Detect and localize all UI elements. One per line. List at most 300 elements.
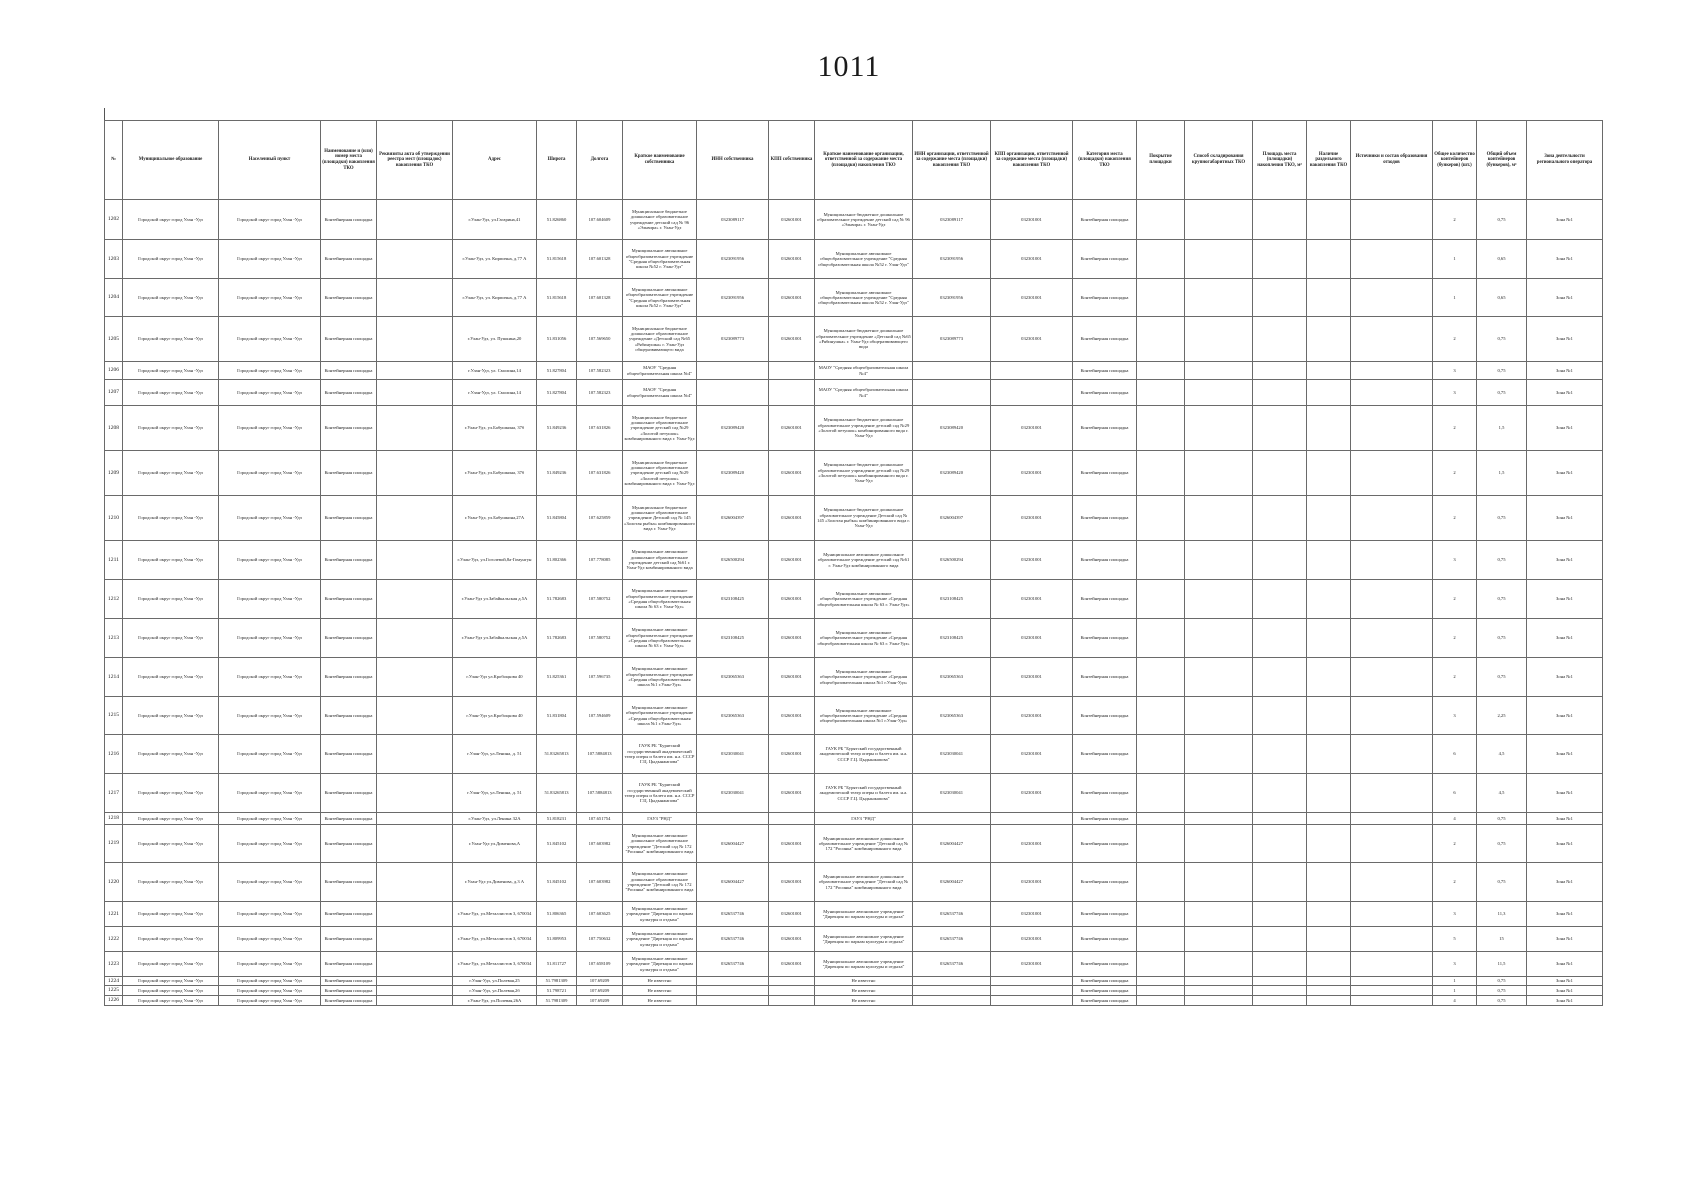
cell-inn: 0326537746 — [697, 927, 769, 952]
cell-empty — [1137, 863, 1185, 902]
cell-cat: Контейнерная площадка — [1073, 774, 1137, 813]
cell-empty — [1351, 774, 1433, 813]
column-header: Общий объем контейнеров (бункеров), м³ — [1477, 121, 1527, 200]
cell-kpp — [769, 380, 815, 406]
cell-empty — [377, 735, 453, 774]
cell-org-kpp: 032301001 — [991, 927, 1073, 952]
table-body — [105, 200, 1603, 1006]
cell-cat: Контейнерная площадка — [1073, 200, 1137, 240]
cell-empty — [1307, 977, 1351, 986]
cell-empty — [1307, 825, 1351, 863]
cell-name: Контейнерная площадка — [321, 362, 377, 380]
cell-lat: 51.849236 — [537, 406, 577, 451]
cell-empty — [1137, 697, 1185, 735]
cell-mun: Городской округ город Улан -Удэ — [123, 996, 219, 1006]
cell-inn: 0323089117 — [697, 200, 769, 240]
cell-org: Муниципальное автономное общеобразовательное учреждение «Средняя общеобразовательная школа № 63 г. Улан-Удэ» — [815, 619, 913, 658]
cell-lat: 51.831804 — [537, 697, 577, 735]
cell-org-inn: 0323108425 — [913, 619, 991, 658]
column-header: Наличие раздельного накопления ТКО — [1307, 121, 1351, 200]
column-header: ИНН собственника — [697, 121, 769, 200]
cell-owner: Муниципальное автономное дошкольное образовательное учреждение "Детский сад № 172 "Росинка" комбинированного вида — [623, 863, 697, 902]
cell-empty — [1185, 813, 1253, 825]
cell-addr: г.Улан-Удэ ул.Забайкальская д.5А — [453, 580, 537, 619]
cell-name: Контейнерная площадка — [321, 863, 377, 902]
cell-loc: Городской округ город Улан -Удэ — [219, 825, 321, 863]
cell-empty — [1307, 406, 1351, 451]
cell-empty — [1307, 317, 1351, 362]
column-header: Категория места (площадки) накопления ТКО — [1073, 121, 1137, 200]
cell-kpp — [769, 362, 815, 380]
cell-n: 1213 — [105, 619, 123, 658]
table-row — [105, 580, 1603, 619]
cell-empty — [1185, 451, 1253, 496]
cell-cat: Контейнерная площадка — [1073, 619, 1137, 658]
cell-empty — [377, 658, 453, 697]
cell-empty — [1351, 200, 1433, 240]
cell-cat: Контейнерная площадка — [1073, 813, 1137, 825]
column-header: Долгота — [577, 121, 623, 200]
table-row — [105, 279, 1603, 317]
cell-zone: Зона №1 — [1527, 658, 1603, 697]
cell-org: Муниципальное автономное общеобразовательное учреждение «Средняя общеобразовательная школа № 63 г. Улан-Удэ» — [815, 580, 913, 619]
cell-empty — [1137, 927, 1185, 952]
cell-addr: г.Улан-Удэ, ул.Полевая,25 — [453, 977, 537, 986]
cell-loc: Городской округ город Улан -Удэ — [219, 200, 321, 240]
cell-empty — [1185, 496, 1253, 541]
cell-cnt: 2 — [1433, 825, 1477, 863]
table-row — [105, 735, 1603, 774]
cell-name: Контейнерная площадка — [321, 977, 377, 986]
cell-lon: 107.594609 — [577, 697, 623, 735]
cell-empty — [1253, 496, 1307, 541]
cell-empty — [1253, 580, 1307, 619]
cell-owner: Муниципальное автономное учреждение "Дирекция по паркам культуры и отдыха" — [623, 952, 697, 977]
cell-kpp: 032601001 — [769, 863, 815, 902]
cell-empty — [377, 952, 453, 977]
cell-mun: Городской округ город Улан -Удэ — [123, 496, 219, 541]
cell-loc: Городской округ город Улан -Удэ — [219, 902, 321, 927]
cell-owner: Муниципальное автономное общеобразовательное учреждение «Средняя общеобразовательная школа №1 г.Улан-Удэ» — [623, 658, 697, 697]
cell-org-kpp — [991, 996, 1073, 1006]
cell-owner: Муниципальное бюджетное дошкольное образовательное учреждение детский сад № 96 «Эльвира» г. Улан-Удэ — [623, 200, 697, 240]
cell-org-kpp — [991, 986, 1073, 996]
cell-zone: Зона №1 — [1527, 496, 1603, 541]
cell-empty — [1137, 362, 1185, 380]
cell-zone: Зона №1 — [1527, 240, 1603, 279]
cell-empty — [1185, 240, 1253, 279]
table-row — [105, 986, 1603, 996]
cell-owner: Муниципальное автономное дошкольное образовательное учреждение "Детский сад № 172 "Росинка" комбинированного вида — [623, 825, 697, 863]
cell-org-inn: 0323065363 — [913, 697, 991, 735]
cell-mun: Городской округ город Улан -Удэ — [123, 317, 219, 362]
cell-cat: Контейнерная площадка — [1073, 240, 1137, 279]
table-row — [105, 496, 1603, 541]
cell-empty — [1253, 986, 1307, 996]
column-header: Общее количество контейнеров (бункеров) (шт.) — [1433, 121, 1477, 200]
table-row — [105, 952, 1603, 977]
cell-org-kpp: 032301001 — [991, 619, 1073, 658]
cell-cnt: 6 — [1433, 774, 1477, 813]
cell-cnt: 2 — [1433, 406, 1477, 451]
cell-zone: Зона №1 — [1527, 825, 1603, 863]
cell-empty — [1137, 451, 1185, 496]
cell-loc: Городской округ город Улан -Удэ — [219, 813, 321, 825]
table-row — [105, 825, 1603, 863]
cell-cnt: 3 — [1433, 952, 1477, 977]
cell-empty — [1253, 952, 1307, 977]
waste-site-registry-table — [104, 120, 1603, 1006]
cell-org-inn — [913, 362, 991, 380]
cell-org-inn: 0323089117 — [913, 200, 991, 240]
cell-cnt: 2 — [1433, 863, 1477, 902]
cell-lat: 51.782683 — [537, 619, 577, 658]
cell-n: 1220 — [105, 863, 123, 902]
cell-inn: 0326537746 — [697, 952, 769, 977]
cell-kpp: 032601001 — [769, 279, 815, 317]
column-header: Краткое наименование организации, ответственной за содержание места (площадки) накопления ТКО — [815, 121, 913, 200]
cell-empty — [377, 317, 453, 362]
cell-cnt: 2 — [1433, 317, 1477, 362]
cell-owner: Муниципальное автономное общеобразовательное учреждение «Средняя общеобразовательная школа № 63 г. Улан-Удэ» — [623, 619, 697, 658]
cell-vol: 0,75 — [1477, 362, 1527, 380]
cell-org: Муниципальное бюджетное дошкольное образовательное учреждение «Детский сад №65 «Рябинушка» г. Улан-Удэ общеразвивающего вида — [815, 317, 913, 362]
column-header: Зона деятельности регионального оператора — [1527, 121, 1603, 200]
cell-vol: 0,75 — [1477, 200, 1527, 240]
cell-org-kpp: 032301001 — [991, 541, 1073, 580]
cell-n: 1222 — [105, 927, 123, 952]
cell-empty — [1307, 380, 1351, 406]
cell-empty — [1351, 541, 1433, 580]
cell-org-kpp: 032301001 — [991, 317, 1073, 362]
cell-name: Контейнерная площадка — [321, 496, 377, 541]
cell-owner: Не известно — [623, 986, 697, 996]
cell-empty — [1253, 380, 1307, 406]
cell-owner: Муниципальное автономное дошкольное образовательное учреждение детский сад №61 г. Улан-Удэ комбинированного вида — [623, 541, 697, 580]
cell-empty — [1351, 380, 1433, 406]
cell-loc: Городской округ город Улан -Удэ — [219, 774, 321, 813]
cell-kpp: 032601001 — [769, 697, 815, 735]
cell-zone: Зона №1 — [1527, 735, 1603, 774]
cell-vol: 4,5 — [1477, 774, 1527, 813]
cell-n: 1219 — [105, 825, 123, 863]
cell-mun: Городской округ город Улан -Удэ — [123, 952, 219, 977]
cell-addr: г.Улан-Удэ, ул.Бабушкина, 37б — [453, 406, 537, 451]
cell-empty — [1137, 952, 1185, 977]
cell-addr: г.Улан-Удэ, ул.Ленина, д. 51 — [453, 774, 537, 813]
column-header: ИНН организации, ответственной за содержание места (площадки) накопления ТКО — [913, 121, 991, 200]
cell-org-inn — [913, 813, 991, 825]
cell-owner: Муниципальное автономное общеобразовательное учреждение «Средняя общеобразовательная школа №1 г.Улан-Удэ» — [623, 697, 697, 735]
cell-zone: Зона №1 — [1527, 977, 1603, 986]
column-header: Наименование и (или) номер места (площадки) накопления ТКО — [321, 121, 377, 200]
cell-lon: 107.69209 — [577, 996, 623, 1006]
column-header: Адрес — [453, 121, 537, 200]
cell-zone: Зона №1 — [1527, 986, 1603, 996]
cell-cnt: 3 — [1433, 902, 1477, 927]
cell-lon: 107.601328 — [577, 279, 623, 317]
cell-empty — [377, 541, 453, 580]
cell-zone: Зона №1 — [1527, 317, 1603, 362]
cell-org-inn: 0323089773 — [913, 317, 991, 362]
cell-vol: 0,65 — [1477, 279, 1527, 317]
cell-org: Муниципальное автономное общеобразовательное учреждение «Средняя общеобразовательная школа №1 г.Улан-Удэ» — [815, 697, 913, 735]
cell-loc: Городской округ город Улан -Удэ — [219, 619, 321, 658]
column-header: Муниципальное образование — [123, 121, 219, 200]
cell-empty — [1137, 240, 1185, 279]
column-header: КПП собственника — [769, 121, 815, 200]
cell-lon: 107.596735 — [577, 658, 623, 697]
cell-empty — [1351, 697, 1433, 735]
cell-n: 1206 — [105, 362, 123, 380]
cell-lat: 51.818231 — [537, 813, 577, 825]
cell-empty — [377, 986, 453, 996]
cell-kpp: 032601001 — [769, 240, 815, 279]
column-header: Краткое наименование собственника — [623, 121, 697, 200]
cell-lat: 51.831056 — [537, 317, 577, 362]
cell-name: Контейнерная площадка — [321, 541, 377, 580]
cell-loc: Городской округ город Улан -Удэ — [219, 380, 321, 406]
cell-empty — [1307, 541, 1351, 580]
cell-vol: 11,5 — [1477, 952, 1527, 977]
cell-zone: Зона №1 — [1527, 996, 1603, 1006]
cell-inn: 0323030041 — [697, 735, 769, 774]
cell-owner: Муниципальное автономное общеобразовательное учреждение «Средняя общеобразовательная школа № 63 г. Улан-Удэ» — [623, 580, 697, 619]
cell-org: Муниципальное автономное учреждение "Дирекция по паркам культуры и отдыха" — [815, 952, 913, 977]
table-row — [105, 902, 1603, 927]
cell-cnt: 1 — [1433, 240, 1477, 279]
cell-lat: 51.806365 — [537, 902, 577, 927]
cell-kpp: 032601001 — [769, 902, 815, 927]
cell-zone: Зона №1 — [1527, 451, 1603, 496]
cell-org: Муниципальное автономное учреждение "Дирекция по паркам культуры и отдыха" — [815, 902, 913, 927]
cell-vol: 0,75 — [1477, 977, 1527, 986]
cell-empty — [1351, 902, 1433, 927]
cell-kpp: 032601001 — [769, 774, 815, 813]
cell-org-kpp: 032301001 — [991, 825, 1073, 863]
cell-empty — [1253, 406, 1307, 451]
cell-empty — [377, 200, 453, 240]
cell-org-kpp: 032301001 — [991, 952, 1073, 977]
cell-owner: Муниципальное автономное учреждение "Дирекция по паркам культуры и отдыха" — [623, 902, 697, 927]
cell-org: Муниципальное автономное общеобразовательное учреждение "Средняя общеобразовательная школа №52 г. Улан-Удэ" — [815, 279, 913, 317]
cell-inn: 0326537746 — [697, 902, 769, 927]
cell-lon: 107.580752 — [577, 619, 623, 658]
cell-empty — [1307, 240, 1351, 279]
cell-n: 1204 — [105, 279, 123, 317]
cell-cnt: 3 — [1433, 541, 1477, 580]
column-header: Покрытие площадки — [1137, 121, 1185, 200]
cell-empty — [1137, 902, 1185, 927]
cell-lat: 51.845102 — [537, 863, 577, 902]
cell-org: Муниципальное автономное дошкольное образовательное учреждение детский сад №61 г. Улан-Удэ комбинированного вида — [815, 541, 913, 580]
cell-empty — [1351, 952, 1433, 977]
cell-zone: Зона №1 — [1527, 774, 1603, 813]
cell-owner: МАОУ "Средняя общеобразовательная школа №4" — [623, 380, 697, 406]
cell-addr: г.Улан-Удэ, ул.Металлистов 3, 670034 — [453, 927, 537, 952]
cell-empty — [1351, 619, 1433, 658]
table-row — [105, 813, 1603, 825]
cell-empty — [1253, 451, 1307, 496]
cell-empty — [1351, 813, 1433, 825]
cell-zone: Зона №1 — [1527, 902, 1603, 927]
cell-kpp — [769, 986, 815, 996]
cell-zone: Зона №1 — [1527, 619, 1603, 658]
cell-org-inn: 0326004397 — [913, 496, 991, 541]
table-row — [105, 996, 1603, 1006]
cell-zone: Зона №1 — [1527, 952, 1603, 977]
cell-vol: 0,75 — [1477, 863, 1527, 902]
cell-org: ГАУК РБ "Бурятский государственный академический театр оперы и балета им. н.а. СССР Г.Ц. Цыдынжапова" — [815, 774, 913, 813]
cell-lat: 51.83265813 — [537, 735, 577, 774]
cell-n: 1210 — [105, 496, 123, 541]
cell-mun: Городской округ город Улан -Удэ — [123, 658, 219, 697]
cell-name: Контейнерная площадка — [321, 451, 377, 496]
cell-empty — [377, 697, 453, 735]
cell-org: Не известно — [815, 977, 913, 986]
cell-empty — [1351, 996, 1433, 1006]
column-header: Площадь места (площадки) накопления ТКО, м² — [1253, 121, 1307, 200]
cell-kpp: 032601001 — [769, 451, 815, 496]
cell-cat: Контейнерная площадка — [1073, 977, 1137, 986]
cell-lon: 107.601328 — [577, 240, 623, 279]
cell-empty — [1137, 200, 1185, 240]
cell-kpp: 032601001 — [769, 200, 815, 240]
table-row — [105, 317, 1603, 362]
cell-lat: 51.827804 — [537, 380, 577, 406]
cell-owner: Не известно — [623, 977, 697, 986]
cell-empty — [1253, 927, 1307, 952]
cell-empty — [1185, 697, 1253, 735]
cell-empty — [1185, 406, 1253, 451]
cell-empty — [1253, 362, 1307, 380]
cell-empty — [1307, 863, 1351, 902]
cell-empty — [377, 996, 453, 1006]
cell-addr: г.Улан-Удэ ул.Дименова,А — [453, 825, 537, 863]
cell-mun: Городской округ город Улан -Удэ — [123, 619, 219, 658]
cell-lat: 51.827804 — [537, 362, 577, 380]
cell-lon: 107.69209 — [577, 977, 623, 986]
cell-cnt: 1 — [1433, 279, 1477, 317]
cell-empty — [1253, 902, 1307, 927]
cell-cat: Контейнерная площадка — [1073, 380, 1137, 406]
cell-addr: г.Улан-Удэ, ул.Полевая,26А — [453, 996, 537, 1006]
cell-lon: 107.569650 — [577, 317, 623, 362]
cell-empty — [377, 451, 453, 496]
cell-empty — [1307, 580, 1351, 619]
cell-empty — [1185, 977, 1253, 986]
cell-empty — [1253, 863, 1307, 902]
cell-org-kpp: 032301001 — [991, 863, 1073, 902]
cell-empty — [377, 240, 453, 279]
cell-empty — [1185, 380, 1253, 406]
cell-cat: Контейнерная площадка — [1073, 735, 1137, 774]
cell-empty — [377, 580, 453, 619]
table-row — [105, 927, 1603, 952]
cell-empty — [1253, 240, 1307, 279]
cell-cnt: 2 — [1433, 658, 1477, 697]
cell-org-inn: 0326537746 — [913, 927, 991, 952]
cell-org-inn: 0323108425 — [913, 580, 991, 619]
cell-mun: Городской округ город Улан -Удэ — [123, 279, 219, 317]
cell-org-kpp: 032301001 — [991, 496, 1073, 541]
cell-addr: г.Улан-Удэ ул.Забайкальская д.5А — [453, 619, 537, 658]
cell-inn: 0323065363 — [697, 658, 769, 697]
cell-empty — [377, 774, 453, 813]
cell-cnt: 2 — [1433, 451, 1477, 496]
cell-org: Муниципальное автономное общеобразовательное учреждение "Средняя общеобразовательная школа №52 г. Улан-Удэ" — [815, 240, 913, 279]
margin-rule — [104, 108, 105, 120]
cell-cnt: 1 — [1433, 986, 1477, 996]
cell-empty — [1307, 496, 1351, 541]
cell-empty — [1351, 977, 1433, 986]
cell-name: Контейнерная площадка — [321, 658, 377, 697]
column-header: № — [105, 121, 123, 200]
cell-mun: Городской округ город Улан -Удэ — [123, 774, 219, 813]
cell-name: Контейнерная площадка — [321, 825, 377, 863]
cell-lat: 51.825361 — [537, 658, 577, 697]
cell-org-inn — [913, 977, 991, 986]
table-row — [105, 362, 1603, 380]
cell-org: Муниципальное автономное общеобразовательное учреждение «Средняя общеобразовательная школа №1 г.Улан-Удэ» — [815, 658, 913, 697]
cell-loc: Городской округ город Улан -Удэ — [219, 279, 321, 317]
cell-owner: ГАУК РБ "Бурятский государственный академический театр оперы и балета им. н.а. СССР Г.Ц. Цыдынжапова" — [623, 774, 697, 813]
cell-lon: 107.603625 — [577, 902, 623, 927]
cell-n: 1202 — [105, 200, 123, 240]
cell-org-inn: 0323089420 — [913, 406, 991, 451]
cell-org: Муниципальное бюджетное дошкольное образовательное учреждение детский сад №29 «Золотой петушок» комбинированного вида г. Улан-Удэ — [815, 451, 913, 496]
cell-kpp: 032601001 — [769, 541, 815, 580]
column-header: Источники и состав образования отходов — [1351, 121, 1433, 200]
cell-org-kpp — [991, 813, 1073, 825]
cell-empty — [1351, 658, 1433, 697]
cell-n: 1225 — [105, 986, 123, 996]
cell-name: Контейнерная площадка — [321, 986, 377, 996]
cell-kpp: 032601001 — [769, 825, 815, 863]
cell-mun: Городской округ город Улан -Удэ — [123, 580, 219, 619]
cell-name: Контейнерная площадка — [321, 952, 377, 977]
cell-org-kpp: 032301001 — [991, 279, 1073, 317]
cell-addr: г.Улан-Удэ ул.Кробоцкова 40 — [453, 697, 537, 735]
cell-loc: Городской округ город Улан -Удэ — [219, 697, 321, 735]
table-row — [105, 697, 1603, 735]
table-row — [105, 977, 1603, 986]
cell-cnt: 2 — [1433, 496, 1477, 541]
cell-kpp: 032601001 — [769, 619, 815, 658]
cell-empty — [1253, 697, 1307, 735]
cell-cat: Контейнерная площадка — [1073, 996, 1137, 1006]
cell-mun: Городской округ город Улан -Удэ — [123, 863, 219, 902]
cell-empty — [377, 977, 453, 986]
cell-lon: 107.5884813 — [577, 774, 623, 813]
cell-inn: 0323065363 — [697, 697, 769, 735]
cell-org: Муниципальное бюджетное дошкольное образовательное учреждение детский сад №29 «Золотой петушок» комбинированного вида г. Улан-Удэ — [815, 406, 913, 451]
table-row — [105, 619, 1603, 658]
cell-empty — [1137, 658, 1185, 697]
cell-org-inn: 0323089420 — [913, 451, 991, 496]
cell-cnt: 3 — [1433, 697, 1477, 735]
cell-org-inn: 0326004427 — [913, 863, 991, 902]
cell-cat: Контейнерная площадка — [1073, 317, 1137, 362]
cell-cat: Контейнерная площадка — [1073, 362, 1137, 380]
cell-loc: Городской округ город Улан -Удэ — [219, 580, 321, 619]
cell-empty — [1185, 996, 1253, 1006]
cell-name: Контейнерная площадка — [321, 279, 377, 317]
cell-kpp — [769, 813, 815, 825]
cell-n: 1223 — [105, 952, 123, 977]
cell-empty — [1307, 658, 1351, 697]
cell-addr: г.Улан-Удэ, ул.Гоголевой,8а-Гомунгун — [453, 541, 537, 580]
